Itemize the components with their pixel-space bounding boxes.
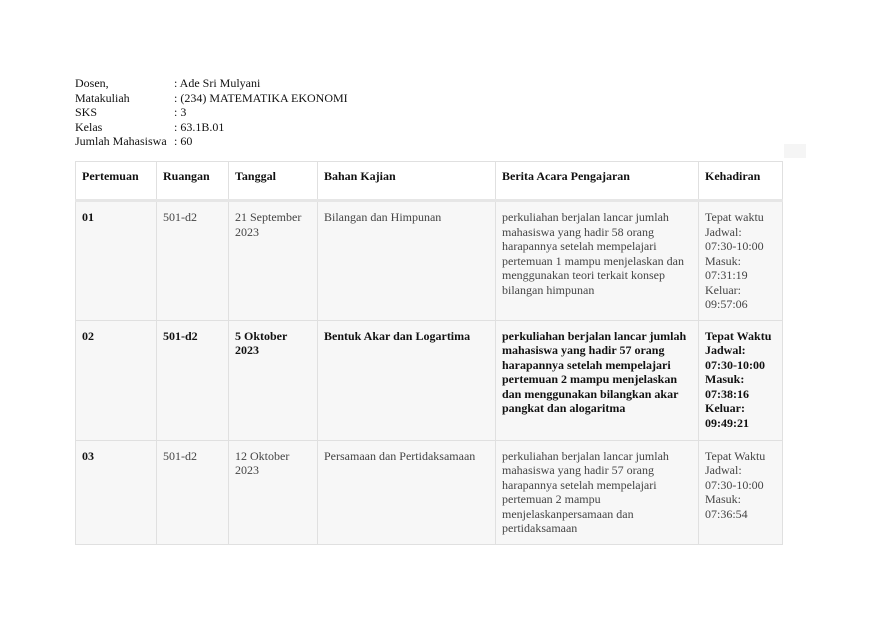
masuk-label: Masuk: (705, 492, 741, 506)
cell-bahan-kajian: Persamaan dan Pertidaksamaan (318, 440, 496, 544)
kehadiran-status: Tepat waktu (705, 210, 764, 224)
sks-value: : 3 (174, 105, 187, 119)
cell-pertemuan: 03 (76, 440, 157, 544)
cell-pertemuan: 01 (76, 201, 157, 321)
cell-bahan-kajian: Bentuk Akar dan Logartima (318, 320, 496, 440)
masuk-label: Masuk: (705, 253, 741, 268)
cell-kehadiran (699, 201, 783, 321)
dosen-value: : Ade Sri Mulyani (174, 76, 261, 90)
masuk-value: 07:38:16 (705, 386, 749, 401)
cell-ruangan: 501-d2 (157, 201, 229, 321)
keluar-label: Keluar: (705, 282, 741, 297)
cell-tanggal: 21 September 2023 (229, 201, 318, 321)
cell-bahan-kajian: Bilangan dan Himpunan (318, 201, 496, 321)
col-header-pertemuan: Pertemuan (76, 162, 157, 201)
cell-pertemuan: 02 (76, 320, 157, 440)
masuk-value: 07:36:54 (705, 506, 748, 521)
cell-berita-acara: perkuliahan berjalan lancar jumlah mahasiswa yang hadir 57 orang harapannya setelah mempelajari pertemuan 2 mampu menjelaskan dan menggunakan bilangkan akar pangkat dan alogaritma (496, 320, 699, 440)
sks-label: SKS (75, 105, 98, 119)
cell-kehadiran (699, 320, 783, 440)
jumlah-mahasiswa-label: Jumlah Mahasiswa (75, 134, 167, 148)
masuk-value: 07:31:19 (705, 268, 748, 282)
jadwal-label: Jadwal: (705, 343, 746, 357)
col-header-bahan-kajian: Bahan Kajian (318, 162, 496, 201)
table-header-row (76, 162, 783, 201)
col-header-ruangan: Ruangan (157, 162, 229, 201)
matakuliah-value: : (234) MATEMATIKA EKONOMI (174, 90, 348, 105)
table-row (76, 201, 783, 321)
jumlah-mahasiswa-value: : 60 (174, 134, 193, 148)
header-shade (784, 144, 806, 158)
info-row-sks (75, 105, 348, 120)
kelas-value: : 63.1B.01 (174, 119, 225, 134)
info-row-jumlah (75, 134, 348, 149)
kehadiran-status: Tepat Waktu (705, 448, 766, 463)
table-row (76, 440, 783, 544)
cell-ruangan: 501-d2 (157, 320, 229, 440)
cell-tanggal: 5 Oktober 2023 (229, 320, 318, 440)
keluar-value: 09:49:21 (705, 415, 749, 430)
kelas-label: Kelas (75, 119, 103, 134)
keluar-value: 09:57:06 (705, 297, 748, 311)
attendance-table (75, 161, 783, 545)
jadwal-value: 07:30-10:00 (705, 357, 765, 372)
keluar-label: Keluar: (705, 401, 745, 415)
cell-kehadiran (699, 440, 783, 544)
col-header-berita-acara: Berita Acara Pengajaran (496, 162, 699, 201)
jadwal-label: Jadwal: (705, 463, 742, 477)
table-row (76, 320, 783, 440)
matakuliah-label: Matakuliah (75, 90, 130, 105)
dosen-label: Dosen, (75, 76, 109, 90)
info-row-kelas (75, 120, 348, 135)
masuk-label: Masuk: (705, 372, 745, 386)
jadwal-value: 07:30-10:00 (705, 239, 764, 253)
info-row-dosen (75, 76, 348, 91)
kehadiran-status: Tepat Waktu (705, 328, 772, 343)
cell-berita-acara: perkuliahan berjalan lancar jumlah mahasiswa yang hadir 57 orang harapannya setelah mempelajari pertemuan 2 mampu menjelaskanpersamaan dan pertidaksamaan (496, 440, 699, 544)
info-row-matakuliah (75, 91, 348, 106)
cell-berita-acara: perkuliahan berjalan lancar jumlah mahasiswa yang hadir 58 orang harapannya setelah mempelajari pertemuan 1 mampu menjelaskan dan menggunakan teori terkait konsep bilangan himpunan (496, 201, 699, 321)
cell-ruangan: 501-d2 (157, 440, 229, 544)
attendance-table-wrapper (75, 161, 783, 545)
jadwal-value: 07:30-10:00 (705, 477, 764, 492)
col-header-kehadiran: Kehadiran (699, 162, 783, 201)
col-header-tanggal: Tanggal (229, 162, 318, 201)
course-info (75, 76, 348, 149)
jadwal-label: Jadwal: (705, 224, 742, 239)
cell-tanggal: 12 Oktober 2023 (229, 440, 318, 544)
